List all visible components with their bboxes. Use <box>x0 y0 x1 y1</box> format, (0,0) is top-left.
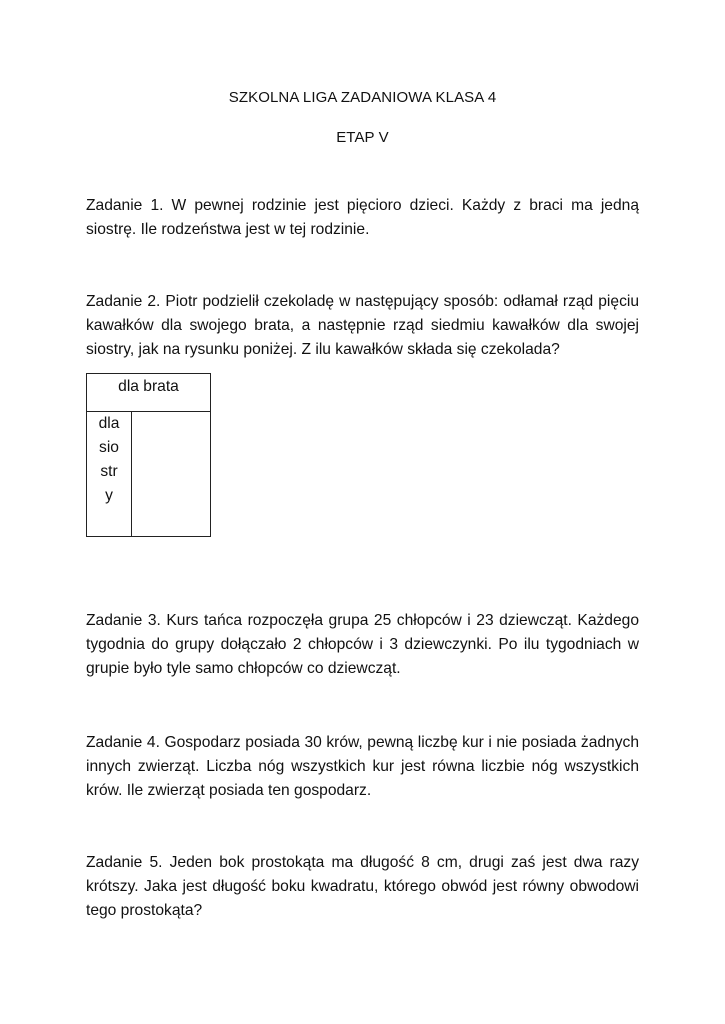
task-4-text: Zadanie 4. Gospodarz posiada 30 krów, pewną liczbę kur i nie posiada żadnych innych zwierząt. Liczba nóg wszystkich kur jest równa liczbie nóg wszystkich krów. Ile zwierząt posiada ten gospodarz. <box>86 734 639 799</box>
page-title: SZKOLNA LIGA ZADANIOWA KLASA 4 <box>228 89 497 106</box>
brother-row <box>87 374 210 412</box>
stage-title: ETAP V <box>336 129 389 146</box>
task-2-text: Zadanie 2. Piotr podzielił czekoladę w następujący sposób: odłamał rząd pięciu kawałków dla swojego brata, a następnie rząd siedmiu kawałków dla swojej siostry, jak na rysunku poniżej. Z ilu kawałków składa się czekolada? <box>86 293 639 358</box>
sister-column <box>87 412 132 536</box>
sister-label-line-2: sio <box>99 439 119 456</box>
task-5-text: Zadanie 5. Jeden bok prostokąta ma długość 8 cm, drugi zaś jest dwa razy krótszy. Jaka jest długość boku kwadratu, którego obwód jest równy obwodowi tego prostokąta? <box>86 854 639 919</box>
brother-label: dla brata <box>118 378 179 395</box>
task-3-text: Zadanie 3. Kurs tańca rozpoczęła grupa 25 chłopców i 23 dziewcząt. Każdego tygodnia do grupy dołączało 2 chłopców i 3 dziewczynki. Po ilu tygodniach w grupie było tyle samo chłopców co dziewcząt. <box>86 612 639 677</box>
sister-label-line-1: dla <box>98 415 120 432</box>
sister-label-line-4: y <box>105 487 113 504</box>
task-1-text: Zadanie 1. W pewnej rodzinie jest pięcioro dzieci. Każdy z braci ma jedną siostrę. Ile rodzeństwa jest w tej rodzinie. <box>86 197 639 238</box>
sister-label-line-3: str <box>100 463 118 480</box>
chocolate-diagram <box>86 373 211 537</box>
